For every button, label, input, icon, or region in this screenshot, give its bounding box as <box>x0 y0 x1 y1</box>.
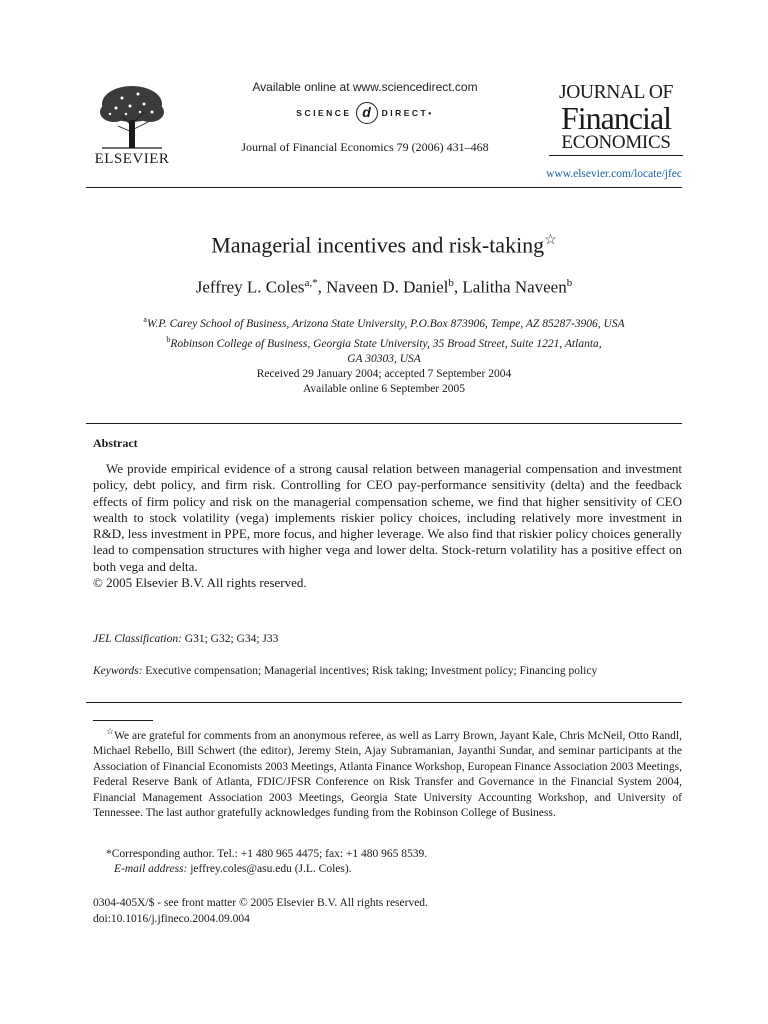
affil-b-text: Robinson College of Business, Georgia State University, 35 Broad Street, Suite 1221, Atlanta, <box>170 337 602 350</box>
sciencedirect-logo <box>200 102 530 124</box>
author-affil-mark[interactable]: b <box>448 277 454 289</box>
sd-reg-mark: • <box>428 108 434 118</box>
affiliation-a <box>86 312 682 332</box>
jfe-logo-line3: ECONOMICS <box>561 132 671 154</box>
received-date: Received 29 January 2004; accepted 7 September 2004 <box>256 368 512 380</box>
journal-url-link[interactable]: www.elsevier.com/locate/jfec <box>546 168 682 180</box>
author-name: Lalitha Naveen <box>462 277 567 297</box>
sd-circle-icon: d <box>356 102 378 124</box>
author-name: Jeffrey L. Coles <box>195 277 305 297</box>
available-date: Available online 6 September 2005 <box>302 383 466 395</box>
author-list <box>0 277 768 298</box>
author-affil-mark[interactable]: a, <box>304 277 313 289</box>
jfe-logo <box>549 84 683 156</box>
corresponding-author-note: *Corresponding author. Tel.: +1 480 965 4475; fax: +1 480 965 8539. <box>106 848 428 860</box>
affil-b-mark: b <box>166 334 171 344</box>
affiliations <box>86 312 682 367</box>
affiliation-b-cont: GA 30303, USA <box>347 352 421 365</box>
acknowledgement-text: We are grateful for comments from an anonymous referee, as well as Larry Brown, Jayant Kale, Chris McNeil, Otto Randl, Michael Rebello, Bill Schwert (the editor), Jeremy Stein, Ajay Subramanian, Jayanthi Sundar, and seminar participants at the Association of Financial Economists 2003 Meetings, Atlanta Finance Workshop, European Finance Association 2003 Meetings, Federal Reserve Bank of Atlanta, FDIC/JFSR Conference on Risk Transfer and Governance in the Financial System 2004, Financial Management Association 2003 Meetings, Georgia State University Accounting Workshop, and University of Tennessee. The last author gratefully acknowledges funding from the Robinson College of Business. <box>93 729 682 820</box>
jfe-logo-line1: JOURNAL OF <box>559 82 673 103</box>
doi-link[interactable]: doi:10.1016/j.jfineco.2004.09.004 <box>93 912 250 925</box>
affil-a-mark: a <box>143 315 147 324</box>
jel-label: JEL Classification: <box>93 633 182 645</box>
affiliation-b <box>86 332 682 352</box>
article-title <box>0 232 768 258</box>
abstract-copyright: © 2005 Elsevier B.V. All rights reserved. <box>93 575 307 591</box>
title-footnote-star-icon[interactable]: ☆ <box>544 233 557 248</box>
acknowledgement-footnote <box>93 724 682 822</box>
elsevier-tree-icon <box>92 82 172 150</box>
jfe-logo-line2: Financial <box>560 99 672 136</box>
publisher-name: ELSEVIER <box>94 151 170 167</box>
issn-line: 0304-405X/$ - see front matter © 2005 Elsevier B.V. All rights reserved. <box>93 897 428 909</box>
keywords-list: Executive compensation; Managerial incentives; Risk taking; Investment policy; Financing policy <box>142 665 598 677</box>
jel-classification <box>93 633 278 645</box>
abstract-heading: Abstract <box>93 436 138 450</box>
author-affil-mark[interactable]: b <box>566 277 573 289</box>
email-note <box>114 863 352 875</box>
email-address-link[interactable]: jeffrey.coles@asu.edu (J.L. Coles). <box>187 863 352 875</box>
jfe-logo-rule <box>549 155 683 156</box>
abstract-top-rule <box>86 423 682 424</box>
author-separator: , <box>317 277 327 297</box>
abstract-body <box>93 461 682 591</box>
header-center <box>200 80 530 155</box>
sd-left-text: SCIENCE <box>296 108 352 118</box>
corresponding-author-mark[interactable]: * <box>312 277 318 289</box>
keywords <box>93 664 682 679</box>
footnote-rule <box>93 720 153 721</box>
article-title-text: Managerial incentives and risk-taking <box>211 232 545 258</box>
jel-codes: G31; G32; G34; J33 <box>181 633 279 645</box>
abstract-text: We provide empirical evidence of a strong causal relation between managerial compensation and investment policy, debt policy, and firm risk. Controlling for CEO pay-performance sensitivity (delta) and the feedback effects of firm policy and risk on the managerial compensation scheme, we find that higher sensitivity of CEO wealth to stock volatility (vega) implements riskier policy choices, including relatively more investment in R&D, less investment in PPE, more focus, and higher leverage. We also find that riskier policy choices generally lead to compensation structures with higher vega and lower delta. Stock-return volatility has a positive effect on both vega and delta. <box>93 461 682 574</box>
affil-a-text: W.P. Carey School of Business, Arizona State University, P.O.Box 873906, Tempe, AZ 85287-3906, USA <box>146 317 625 330</box>
keywords-label: Keywords: <box>93 665 143 677</box>
email-label: E-mail address: <box>114 863 188 875</box>
article-dates <box>0 367 768 397</box>
available-online-text: Available online at www.sciencedirect.com <box>252 80 478 94</box>
author-separator: , <box>453 277 463 297</box>
front-matter <box>93 896 428 927</box>
header-divider <box>86 187 682 188</box>
abstract-bottom-rule <box>86 702 682 703</box>
author-name: Naveen D. Daniel <box>326 277 449 297</box>
journal-citation: Journal of Financial Economics 79 (2006) 431–468 <box>241 140 489 154</box>
footnote-star-icon: ☆ <box>106 726 115 736</box>
elsevier-logo <box>90 82 174 168</box>
sd-right-text: DIRECT <box>381 108 429 118</box>
